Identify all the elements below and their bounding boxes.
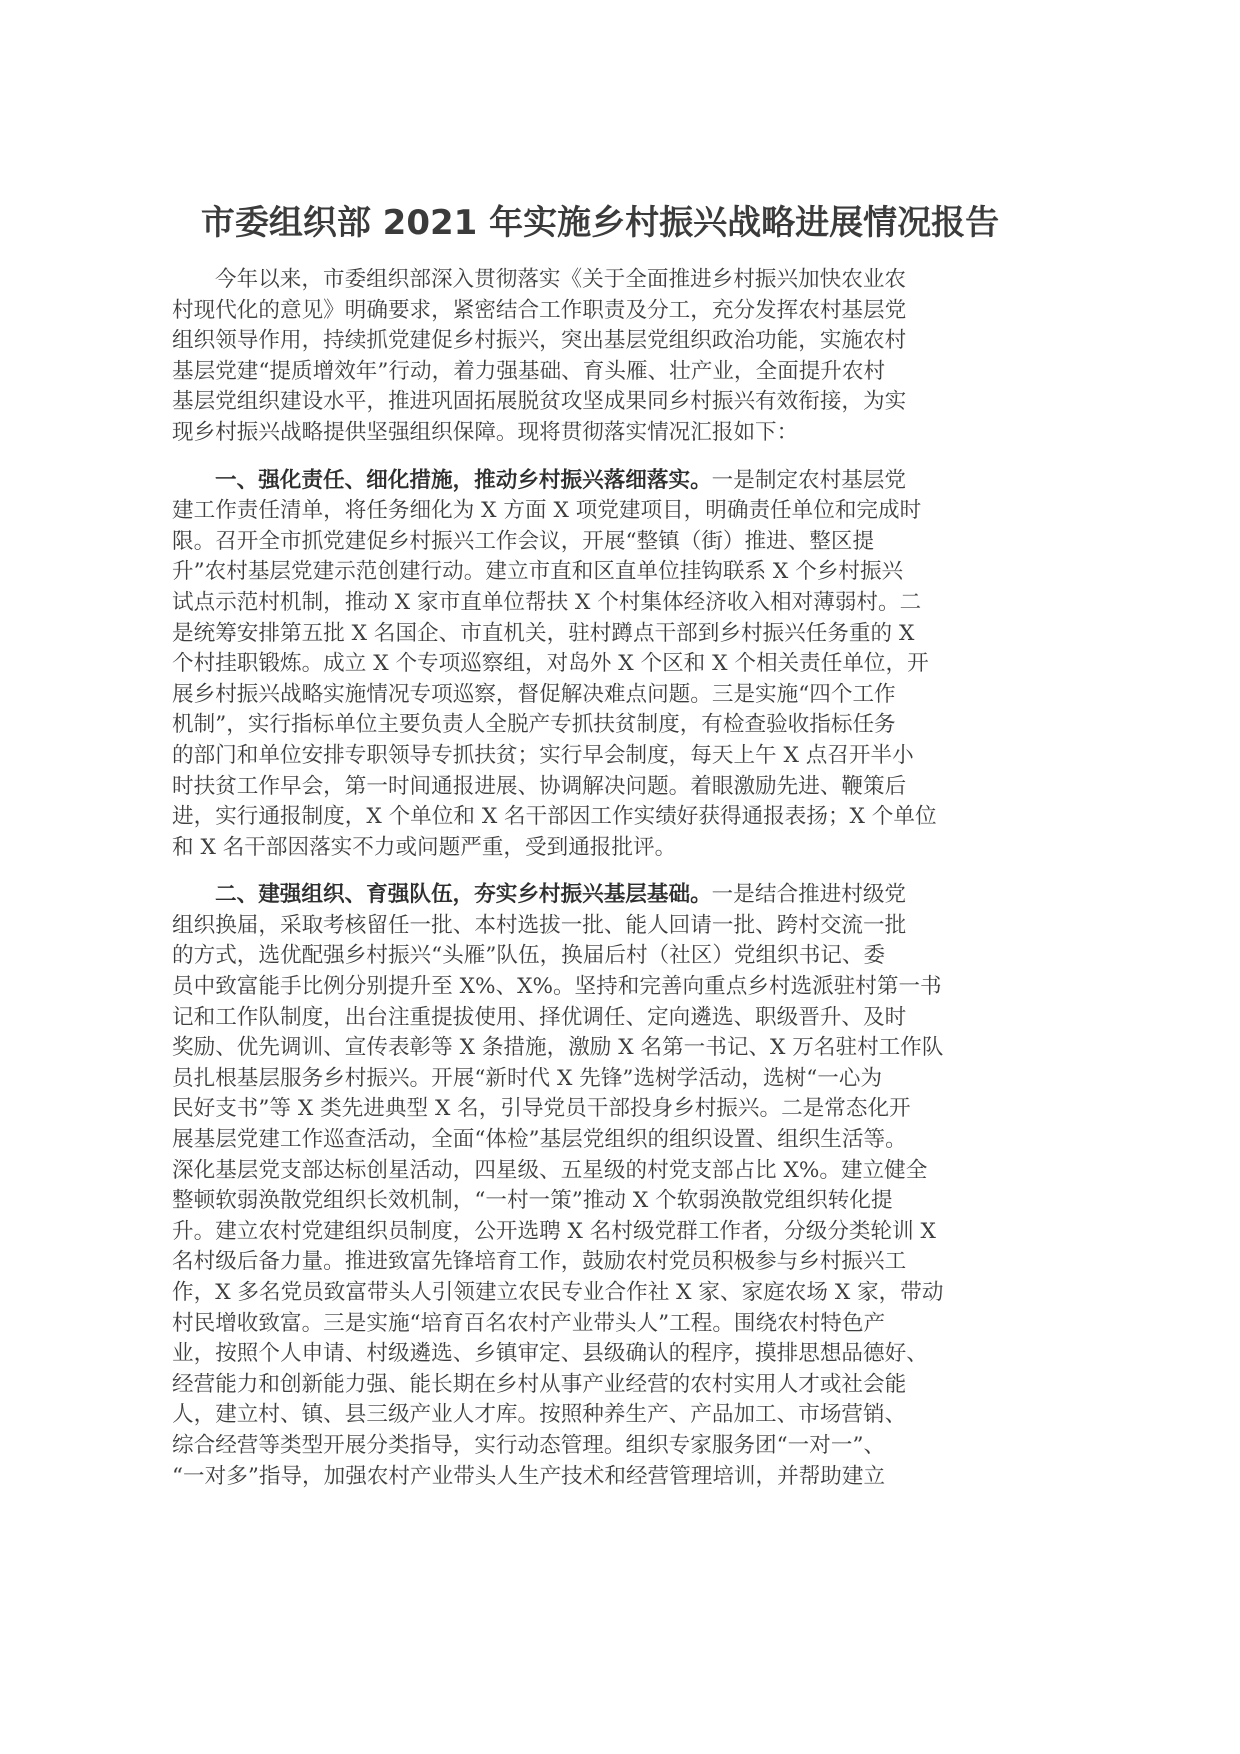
text-line: 人，建立村、镇、县三级产业人才库。按照种养生产、产品加工、市场营销、 (172, 1402, 907, 1428)
text-line: 的部门和单位安排专职领导专抓扶贫；实行早会制度，每天上午 X 点召开半小 (172, 742, 914, 768)
text-line: 是统筹安排第五批 X 名国企、市直机关，驻村蹲点干部到乡村振兴任务重的 X (172, 620, 915, 646)
text-line: 的方式，选优配强乡村振兴“头雁”队伍，换届后村（社区）党组织书记、委 (172, 943, 886, 969)
text-line: 经营能力和创新能力强、能长期在乡村从事产业经营的农村实用人才或社会能 (172, 1371, 907, 1397)
text-line: 业，按照个人申请、村级遴选、乡镇审定、县级确认的程序，摸排思想品德好、 (172, 1341, 928, 1367)
text-line: 和 X 名干部因落实不力或问题严重，受到通报批评。 (172, 834, 677, 860)
text-line: 升。建立农村党建组织员制度，公开选聘 X 名村级党群工作者，分级分类轮训 X (172, 1218, 936, 1244)
text-line: 民好支书”等 X 类先进典型 X 名，引导党员干部投身乡村振兴。二是常态化开 (172, 1096, 911, 1122)
text-line (172, 466, 1063, 497)
text-line: 组织领导作用，持续抓党建促乡村振兴，突出基层党组织政治功能，实施农村 (172, 328, 907, 354)
text-line: 基层党建“提质增效年”行动，着力强基础、育头雁、壮产业，全面提升农村 (172, 358, 886, 384)
text-line: 展乡村振兴战略实施情况专项巡察，督促解决难点问题。三是实施“四个工作 (172, 681, 896, 707)
text-line: 深化基层党支部达标创星活动，四星级、五星级的村党支部占比 X%。建立健全 (172, 1157, 928, 1183)
text-line: 机制”，实行指标单位主要负责人全脱产专抓扶贫制度，有检查验收指标任务 (172, 712, 896, 738)
text-line: 名村级后备力量。推进致富先锋培育工作，鼓励农村党员积极参与乡村振兴工 (172, 1249, 907, 1275)
section-two-paragraph (172, 880, 1063, 1492)
section-two-heading: 二、建强组织、育强队伍，夯实乡村振兴基层基础。 (215, 882, 712, 908)
text-line: 组织换届，采取考核留任一批、本村选拔一批、能人回请一批、跨村交流一批 (172, 912, 907, 938)
text-line: 员中致富能手比例分别提升至 X%、X%。坚持和完善向重点乡村选派驻村第一书 (172, 974, 942, 1000)
text-line: 时扶贫工作早会，第一时间通报进展、协调解决问题。着眼激励先进、鞭策后 (172, 773, 907, 799)
text-line: 展基层党建工作巡查活动，全面“体检”基层党组织的组织设置、组织生活等。 (172, 1127, 907, 1153)
intro-paragraph (172, 265, 1063, 449)
text-line: 现乡村振兴战略提供坚强组织保障。现将贯彻落实情况汇报如下： (172, 419, 799, 445)
text-line: 村现代化的意见》明确要求，紧密结合工作职责及分工，充分发挥农村基层党 (172, 297, 907, 323)
text-line: 建工作责任清单，将任务细化为 X 方面 X 项党建项目，明确责任单位和完成时 (172, 498, 922, 524)
section-one-lead-text: 一是制定农村基层党 (711, 467, 907, 493)
text-line: “一对多”指导，加强农村产业带头人生产技术和经营管理培训，并帮助建立 (172, 1463, 886, 1489)
section-one-heading: 一、强化责任、细化措施，推动乡村振兴落细落实。 (215, 467, 712, 493)
text-line: 个村挂职锻炼。成立 X 个专项巡察组，对岛外 X 个区和 X 个相关责任单位，开 (172, 651, 929, 677)
section-two-lead-text: 一是结合推进村级党 (711, 882, 907, 908)
text-line: 试点示范村机制，推动 X 家市直单位帮扶 X 个村集体经济收入相对薄弱村。二 (172, 589, 922, 615)
text-line (172, 880, 1063, 911)
text-line: 村民增收致富。三是实施“培育百名农村产业带头人”工程。围绕农村特色产 (172, 1310, 886, 1336)
document-body (172, 265, 1063, 1509)
text-line: 限。召开全市抓党建促乡村振兴工作会议，开展“整镇（街）推进、整区提 (172, 528, 875, 554)
text-line: 升”农村基层党建示范创建行动。建立市直和区直单位挂钩联系 X 个乡村振兴 (172, 559, 904, 585)
text-line: 员扎根基层服务乡村振兴。开展“新时代 X 先锋”选树学活动，选树“一心为 (172, 1065, 883, 1091)
text-line: 奖励、优先调训、宣传表彰等 X 条措施，激励 X 名第一书记、X 万名驻村工作队 (172, 1035, 944, 1061)
text-line: 基层党组织建设水平，推进巩固拓展脱贫攻坚成果同乡村振兴有效衔接，为实 (172, 389, 907, 415)
text-line: 今年以来，市委组织部深入贯彻落实《关于全面推进乡村振兴加快农业农 (215, 267, 907, 292)
text-line: 作，X 多名党员致富带头人引领建立农民专业合作社 X 家、家庭农场 X 家，带动 (172, 1280, 944, 1305)
text-line: 进，实行通报制度，X 个单位和 X 名干部因工作实绩好获得通报表扬；X 个单位 (172, 804, 937, 830)
text-line: 综合经营等类型开展分类指导，实行动态管理。组织专家服务团“一对一”、 (172, 1432, 886, 1458)
document-title: 市委组织部 2021 年实施乡村振兴战略进展情况报告 (200, 203, 1000, 243)
text-line: 整顿软弱涣散党组织长效机制，“一村一策”推动 X 个软弱涣散党组织转化提 (172, 1188, 893, 1214)
section-one-paragraph (172, 466, 1063, 864)
text-line: 记和工作队制度，出台注重提拔使用、择优调任、定向遴选、职级晋升、及时 (172, 1004, 907, 1030)
